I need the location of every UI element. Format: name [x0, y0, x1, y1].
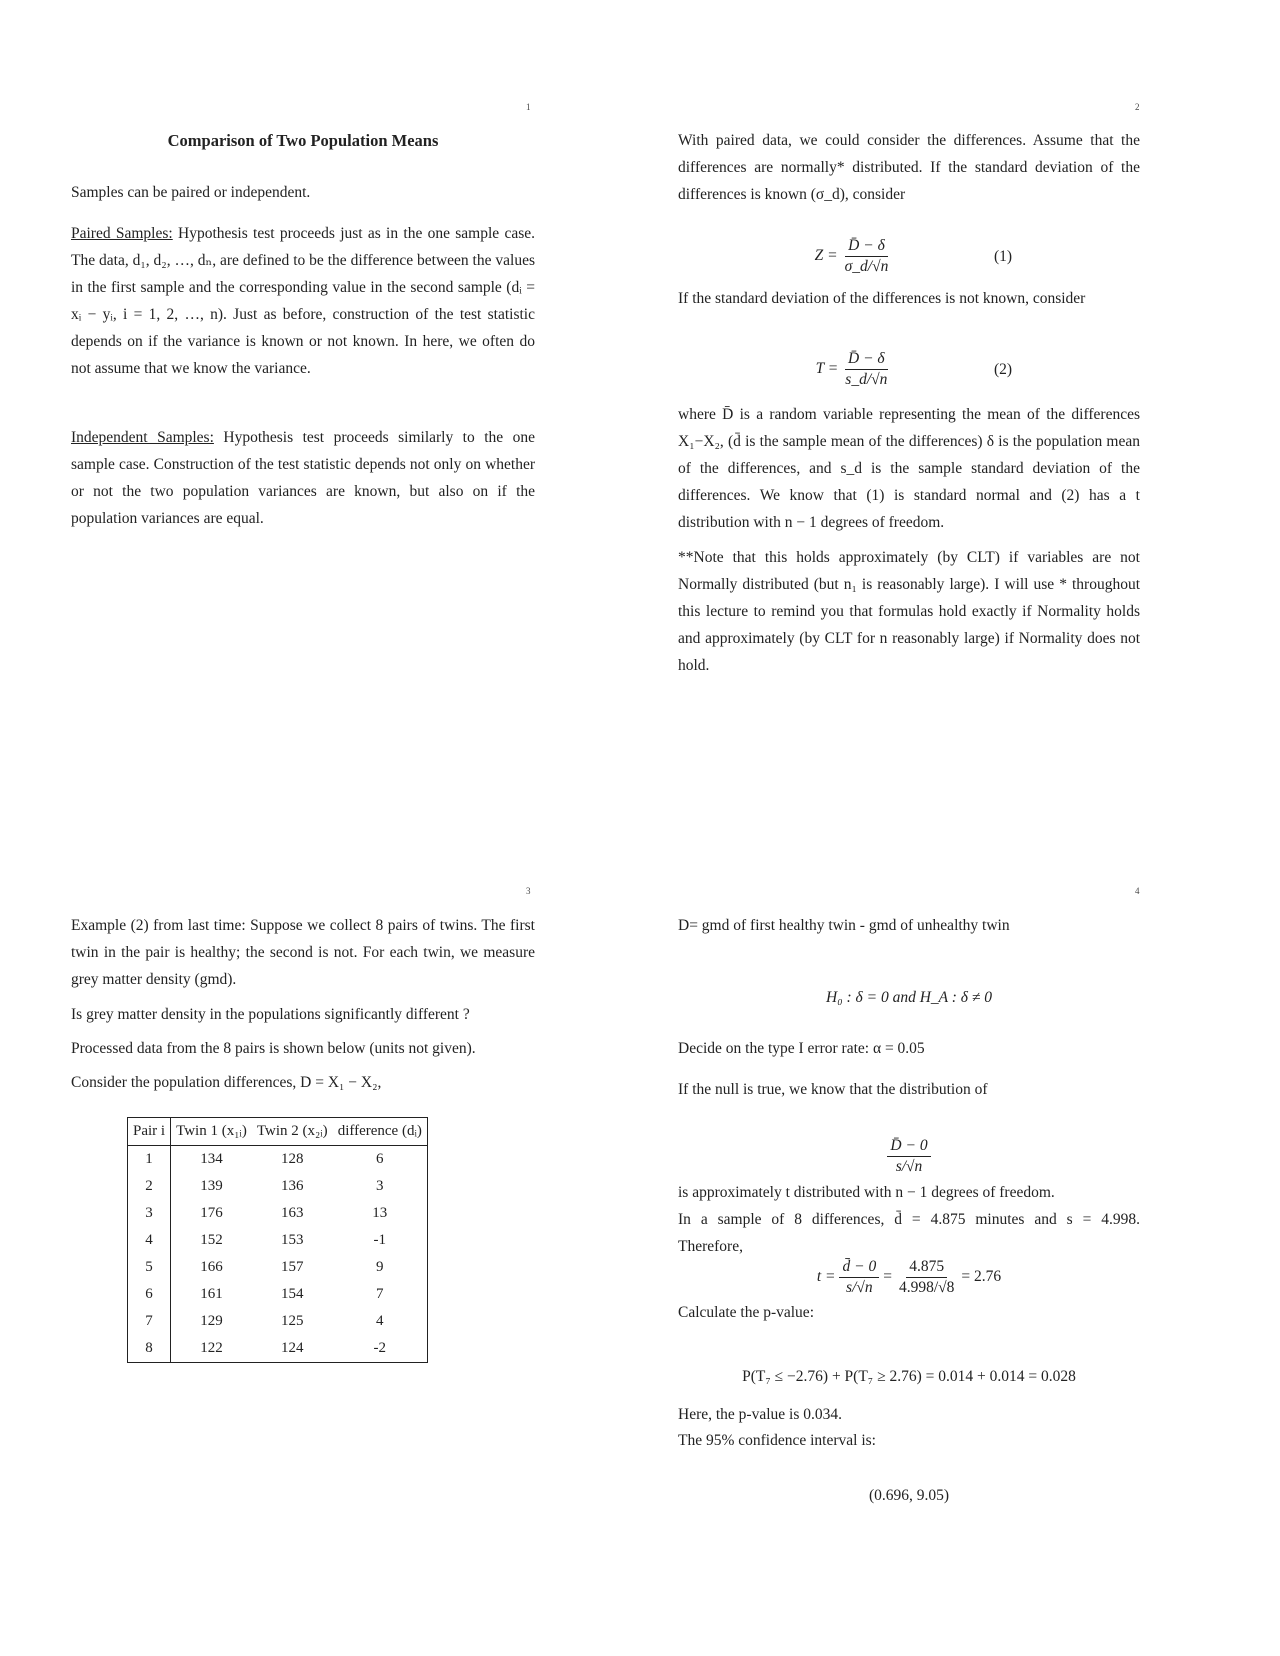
numerator: D̄ − 0: [887, 1136, 930, 1157]
table-cell: 129: [200, 1313, 223, 1329]
table-cell: 136: [281, 1178, 304, 1194]
test-statistic-fraction: [678, 1134, 1140, 1178]
independent-samples-text: Hypothesis test proceeds similarly to the one sample case. Construction of the test statistic depends not only on whether or not the two population variances are known, but also on if the population variances are equal.: [71, 429, 535, 527]
table-row: [128, 1227, 427, 1254]
definitions-paragraph: where D̄ is a random variable representing the mean of the differences X₁−X₂, (d̄ is the sample mean of the differences) δ is the population mean of the differences, and s_d is the sample standard deviation of the differences. We know that (1) is standard normal and (2) has a t distribution with n − 1 degrees of freedom.: [678, 406, 1140, 531]
table-cell: 152: [200, 1232, 223, 1248]
denominator: s_d/√n: [845, 370, 888, 388]
table-cell: 163: [281, 1205, 304, 1221]
table-cell: 153: [281, 1232, 304, 1248]
calc-text: Calculate the p-value:: [678, 1304, 814, 1321]
approx-text: is approximately t distributed with n − 1 degrees of freedom.: [678, 1184, 1055, 1201]
pvalue-text: Here, the p-value is 0.034.: [678, 1406, 842, 1423]
numerator: d̄ − 0: [839, 1257, 879, 1278]
paired-samples-label: Paired Samples:: [71, 225, 173, 242]
consider-text: Consider the population differences, D = X₁ − X₂,: [71, 1074, 382, 1091]
unknown-sd-text: If the standard deviation of the differences is not known, consider: [678, 290, 1086, 307]
equation-z: [780, 234, 930, 278]
equation-label-2: (2): [994, 361, 1013, 378]
table-cell: 7: [128, 1308, 171, 1335]
therefore-text: Therefore,: [678, 1238, 743, 1255]
equation-t: [780, 347, 930, 391]
column-header: difference (dᵢ): [333, 1118, 427, 1146]
equation-lhs: T =: [815, 360, 839, 377]
page-number: 4: [1135, 886, 1140, 896]
example-paragraph: Example (2) from last time: Suppose we collect 8 pairs of twins. The first twin in the pair is healthy; the second is not. For each twin, we measure grey matter density (gmd).: [71, 917, 535, 988]
sample-text: In a sample of 8 differences, d̄ = 4.875 minutes and s = 4.998.: [678, 1211, 1140, 1228]
table-cell: 166: [200, 1259, 223, 1275]
ci-label: The 95% confidence interval is:: [678, 1432, 876, 1449]
equation-lhs: Z =: [814, 247, 838, 264]
table-row: [128, 1308, 427, 1335]
column-header: Twin 1 (x₁ᵢ): [171, 1118, 252, 1146]
table-cell: 8: [128, 1335, 171, 1362]
table-cell: 4: [376, 1313, 384, 1329]
numerator: 4.875: [906, 1257, 947, 1278]
column-header: Twin 2 (x₂ᵢ): [252, 1118, 333, 1146]
table-cell: 6: [128, 1281, 171, 1308]
page-number: 2: [1135, 102, 1140, 112]
table-cell: 2: [128, 1173, 171, 1200]
column-header: Pair i: [128, 1118, 171, 1146]
table-cell: 161: [200, 1286, 223, 1302]
table-cell: 124: [281, 1340, 304, 1356]
table-cell: 157: [281, 1259, 304, 1275]
pvalue-equation: P(T₇ ≤ −2.76) + P(T₇ ≥ 2.76) = 0.014 + 0.014 = 0.028: [742, 1368, 1076, 1385]
processed-text: Processed data from the 8 pairs is shown below (units not given).: [71, 1040, 476, 1057]
denominator: s/√n: [895, 1157, 923, 1175]
table-cell: -1: [373, 1232, 387, 1248]
equals-sign: =: [883, 1268, 892, 1285]
table-cell: 1: [128, 1146, 171, 1174]
twins-data-table: [127, 1117, 428, 1363]
table-cell: 7: [376, 1286, 384, 1302]
table-cell: 3: [376, 1178, 384, 1194]
denominator: s/√n: [846, 1278, 873, 1296]
table-cell: 4: [128, 1227, 171, 1254]
table-cell: 9: [376, 1259, 384, 1275]
paired-samples-text: Hypothesis test proceeds just as in the one sample case. The data, d₁, d₂, …, dₙ, are defined to be the difference between the values in the first sample and the corresponding value in the second sample (dᵢ = xᵢ − yᵢ, i = 1, 2, …, n). Just as before, construction of the test statistic depends on if the variance is known or not known. In here, we often do not assume that we know the variance.: [71, 225, 535, 377]
table-cell: 3: [128, 1200, 171, 1227]
table-row: [128, 1281, 427, 1308]
alpha-text: Decide on the type I error rate: α = 0.05: [678, 1040, 925, 1057]
table-header-row: [128, 1118, 427, 1146]
equation-lhs: t =: [816, 1268, 836, 1285]
denominator: 4.998/√8: [898, 1278, 955, 1296]
numerator: D̄ − δ: [845, 236, 888, 257]
paired-samples-paragraph: [71, 220, 535, 382]
table-cell: 154: [281, 1286, 304, 1302]
table-row: [128, 1335, 427, 1362]
table-row: [128, 1146, 427, 1174]
equation-label-1: (1): [994, 248, 1013, 265]
numerator: D̄ − δ: [845, 349, 888, 370]
t-calculation: [678, 1255, 1140, 1299]
table-cell: 125: [281, 1313, 304, 1329]
table-cell: 13: [372, 1205, 388, 1221]
table-row: [128, 1200, 427, 1227]
table-cell: 176: [200, 1205, 223, 1221]
table-cell: 6: [376, 1151, 384, 1167]
intro-text: Samples can be paired or independent.: [71, 184, 311, 201]
independent-samples-paragraph: [71, 424, 535, 532]
table-cell: -2: [373, 1340, 387, 1356]
page-number: 1: [526, 102, 531, 112]
question-text: Is grey matter density in the populations significantly different ?: [71, 1006, 470, 1023]
t-result: = 2.76: [961, 1268, 1002, 1285]
independent-samples-label: Independent Samples:: [71, 429, 214, 446]
null-text: If the null is true, we know that the distribution of: [678, 1081, 988, 1098]
page-title: Comparison of Two Population Means: [167, 131, 439, 150]
note-paragraph: **Note that this holds approximately (by CLT) if variables are not Normally distributed (but n₁ is reasonably large). I will use * throughout this lecture to remind you that formulas hold exactly if Normality holds and approximately (by CLT for n reasonably large) if Normality does not hold.: [678, 549, 1140, 674]
table-row: [128, 1173, 427, 1200]
paired-data-paragraph: With paired data, we could consider the differences. Assume that the differences are normally* distributed. If the standard deviation of the differences is known (σ_d), consider: [678, 132, 1140, 203]
table-row: [128, 1254, 427, 1281]
table-cell: 122: [200, 1340, 223, 1356]
definition-text: D= gmd of first healthy twin - gmd of unhealthy twin: [678, 917, 1010, 934]
confidence-interval: (0.696, 9.05): [868, 1487, 950, 1504]
hypotheses: H₀ : δ = 0 and H_A : δ ≠ 0: [826, 989, 992, 1006]
table-cell: 134: [200, 1151, 223, 1167]
denominator: σ_d/√n: [844, 257, 889, 275]
page-number: 3: [526, 886, 531, 896]
table-cell: 128: [281, 1151, 304, 1167]
table-cell: 139: [200, 1178, 223, 1194]
table-cell: 5: [128, 1254, 171, 1281]
